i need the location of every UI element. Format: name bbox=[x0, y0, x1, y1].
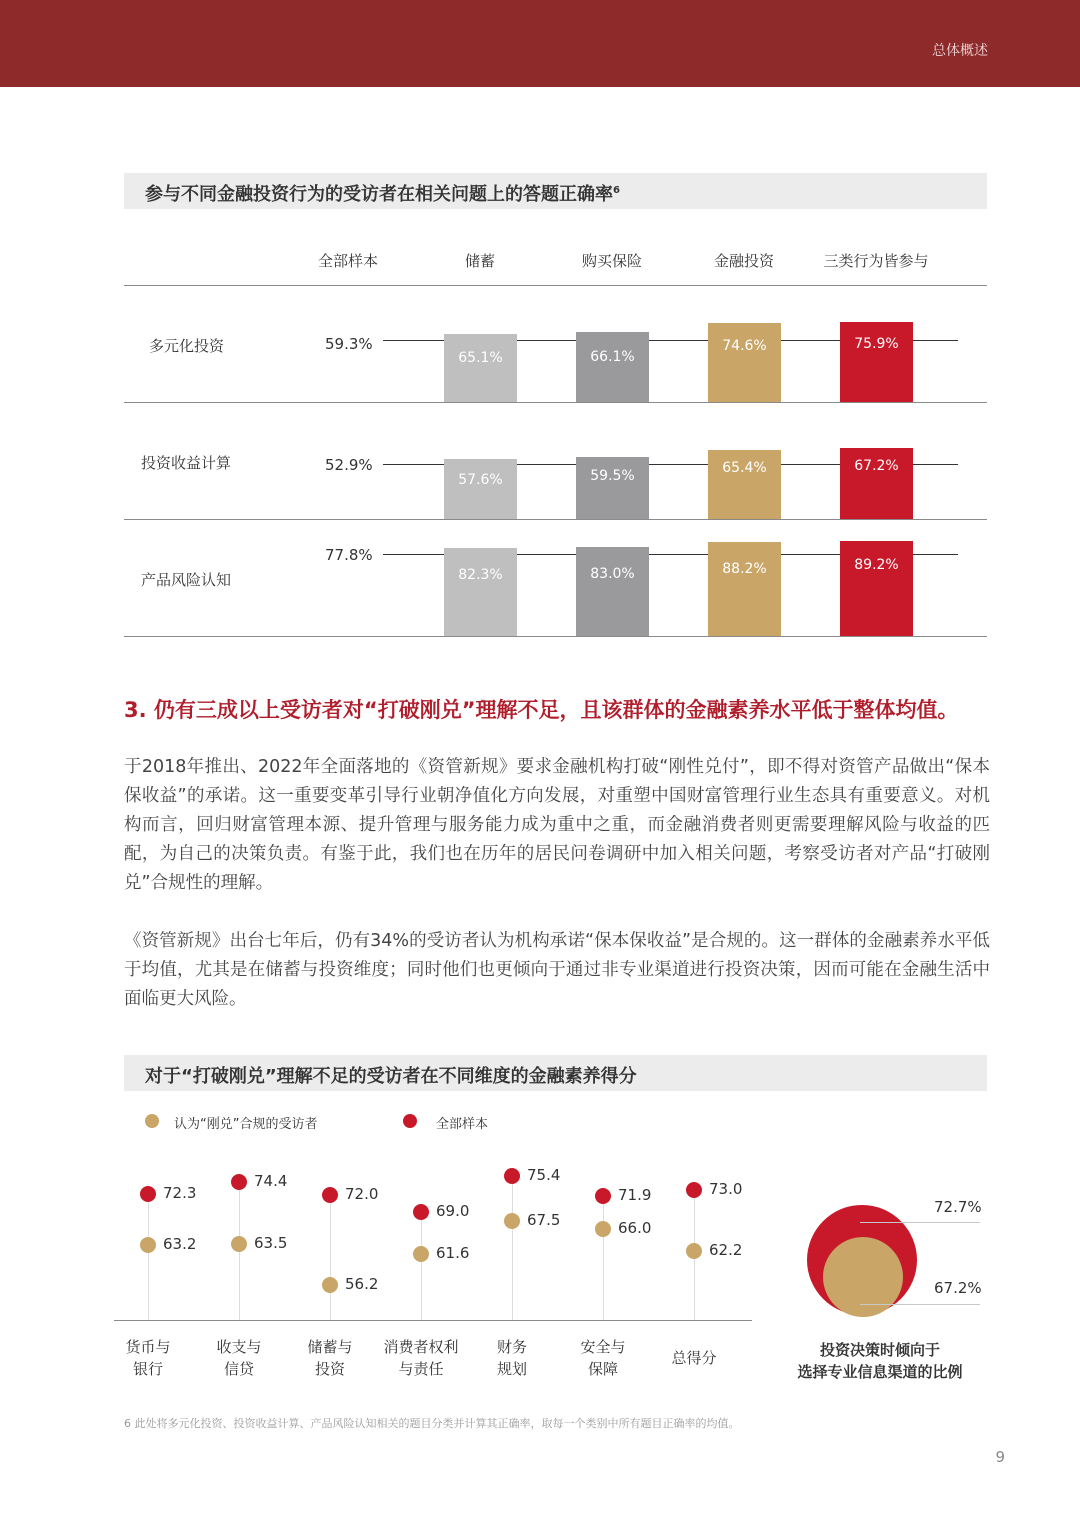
overall-value: 52.9% bbox=[325, 456, 373, 474]
lollipop-stem bbox=[148, 1194, 149, 1320]
bar-value: 89.2% bbox=[854, 557, 899, 573]
lollipop-dot-all-sample bbox=[595, 1188, 611, 1204]
bar-savings-return-calc bbox=[444, 459, 517, 519]
lollipop-value-all-sample: 72.0 bbox=[345, 1185, 379, 1204]
bar-value: 67.2% bbox=[854, 458, 899, 474]
overall-value: 77.8% bbox=[325, 546, 373, 564]
row-divider bbox=[124, 402, 987, 403]
bar-value: 65.1% bbox=[458, 350, 503, 366]
lollipop-value-all-sample: 73.0 bbox=[709, 1179, 743, 1198]
lollipop-value-all-sample: 72.3 bbox=[163, 1183, 197, 1202]
lollipop-dot-all-sample bbox=[686, 1182, 702, 1198]
lollipop-stem bbox=[421, 1212, 422, 1320]
column-header-savings: 储蓄 bbox=[464, 252, 496, 270]
lollipop-category-label: 财务 规划 bbox=[496, 1338, 527, 1378]
lollipop-stem bbox=[512, 1176, 513, 1320]
bar-value: 59.5% bbox=[590, 468, 635, 484]
bar-value: 83.0% bbox=[590, 566, 635, 582]
lollipop-value-all-sample: 71.9 bbox=[618, 1185, 652, 1204]
circle-caption-line1: 投资决策时倾向于 bbox=[819, 1341, 940, 1359]
bar-insurance-risk-awareness bbox=[576, 547, 649, 636]
circle-gang-dui-group bbox=[823, 1237, 903, 1317]
lollipop-value-gang-dui-group: 63.2 bbox=[163, 1235, 197, 1254]
bar-value: 75.9% bbox=[854, 336, 899, 352]
lollipop-dot-gang-dui-group bbox=[322, 1277, 338, 1293]
legend-gold-label: 认为“刚兑”合规的受访者 bbox=[174, 1117, 318, 1132]
lollipop-value-gang-dui-group: 62.2 bbox=[709, 1240, 743, 1259]
lollipop-value-all-sample: 74.4 bbox=[254, 1171, 288, 1190]
lollipop-dot-all-sample bbox=[231, 1174, 247, 1190]
lollipop-dot-all-sample bbox=[140, 1186, 156, 1202]
circle-leader-line bbox=[860, 1222, 980, 1223]
lollipop-dot-all-sample bbox=[413, 1204, 429, 1220]
bar-insurance-diversification bbox=[576, 332, 649, 402]
row-label-risk-awareness: 产品风险认知 bbox=[141, 571, 232, 589]
legend-red-dot bbox=[403, 1114, 417, 1128]
column-header-all-three: 三类行为皆参与 bbox=[823, 252, 929, 270]
bar-investment-risk-awareness bbox=[708, 542, 781, 636]
bar-value: 57.6% bbox=[458, 472, 503, 488]
column-header-insurance: 购买保险 bbox=[581, 252, 643, 270]
lollipop-value-gang-dui-group: 56.2 bbox=[345, 1274, 379, 1293]
lollipop-category-label: 货币与 银行 bbox=[125, 1338, 171, 1378]
lollipop-dot-gang-dui-group bbox=[686, 1243, 702, 1259]
bar-savings-diversification bbox=[444, 334, 517, 402]
row-label-return-calc: 投资收益计算 bbox=[141, 454, 232, 472]
lollipop-dot-gang-dui-group bbox=[231, 1236, 247, 1252]
paragraph-2: 《资管新规》出台七年后，仍有34%的受访者认为机构承诺“保本保收益”是合规的。这一群体的金融素养水平低于均值，尤其是在储蓄与投资维度；同时他们也更倾向于通过非专业渠道进行投资决策，因而可能在金融生活中面临更大风险。 bbox=[124, 931, 990, 1009]
table-chart-title bbox=[145, 180, 620, 206]
bar-allthree-risk-awareness bbox=[840, 541, 913, 636]
lollipop-stem bbox=[694, 1190, 695, 1320]
section-title: 总体概述 bbox=[932, 43, 988, 59]
lollipop-value-gang-dui-group: 67.5 bbox=[527, 1210, 561, 1229]
table-bottom-rule bbox=[124, 636, 987, 637]
paragraph-1: 于2018年推出、2022年全面落地的《资管新规》要求金融机构打破“刚性兑付”，即不得对资管产品做出“保本保收益”的承诺。这一重要变革引导行业朝净值化方向发展，对重塑中国财富管理行业生态具有重要意义。对机构而言，回归财富管理本源、提升管理与服务能力成为重中之重，而金融消费者则更需要理解风险与收益的匹配，为自己的决策负责。有鉴于此，我们也在历年的居民问卷调研中加入相关问题，考察受访者对产品“打破刚兑”合规性的理解。 bbox=[124, 757, 990, 893]
column-header-investment: 金融投资 bbox=[713, 252, 775, 270]
lollipop-value-gang-dui-group: 63.5 bbox=[254, 1233, 288, 1252]
row-label-diversification: 多元化投资 bbox=[149, 337, 225, 355]
lollipop-value-all-sample: 69.0 bbox=[436, 1202, 470, 1221]
bar-allthree-diversification bbox=[840, 322, 913, 402]
lollipop-category-label: 安全与 保障 bbox=[580, 1338, 626, 1378]
circle-caption bbox=[780, 1339, 980, 1383]
lollipop-dot-gang-dui-group bbox=[504, 1213, 520, 1229]
page-number: 9 bbox=[995, 1448, 1005, 1466]
lollipop-chart-title: 对于“打破刚兑”理解不足的受访者在不同维度的金融素养得分 bbox=[145, 1066, 637, 1087]
column-header-all: 全部样本 bbox=[317, 252, 379, 270]
bar-value: 66.1% bbox=[590, 349, 635, 365]
bar-value: 82.3% bbox=[458, 567, 503, 583]
lollipop-category-label: 储蓄与 投资 bbox=[307, 1338, 353, 1378]
header-band bbox=[0, 0, 1080, 87]
circle-caption-line2: 选择专业信息渠道的比例 bbox=[797, 1363, 963, 1381]
bar-value: 88.2% bbox=[722, 561, 767, 577]
lollipop-dot-gang-dui-group bbox=[595, 1221, 611, 1237]
row-divider bbox=[124, 519, 987, 520]
lollipop-dot-all-sample bbox=[504, 1168, 520, 1184]
lollipop-dot-gang-dui-group bbox=[413, 1246, 429, 1262]
section-heading: 3. 仍有三成以上受访者对“打破刚兑”理解不足，且该群体的金融素养水平低于整体均值。 bbox=[124, 698, 959, 722]
bar-insurance-return-calc bbox=[576, 457, 649, 519]
circle-value-all: 72.7% bbox=[934, 1198, 982, 1216]
bar-savings-risk-awareness bbox=[444, 548, 517, 636]
lollipop-dot-gang-dui-group bbox=[140, 1237, 156, 1253]
bar-value: 65.4% bbox=[722, 460, 767, 476]
circle-leader-line bbox=[860, 1304, 980, 1305]
lollipop-stem bbox=[239, 1182, 240, 1320]
lollipop-value-all-sample: 75.4 bbox=[527, 1166, 561, 1185]
lollipop-category-label: 总得分 bbox=[671, 1349, 717, 1367]
circle-value-group: 67.2% bbox=[934, 1279, 982, 1297]
table-top-rule bbox=[124, 285, 987, 286]
bar-value: 74.6% bbox=[722, 338, 767, 354]
footnote: 6 此处将多元化投资、投资收益计算、产品风险认知相关的题目分类并计算其正确率，取每一个类别中所有题目正确率的均值。 bbox=[124, 1417, 740, 1430]
bar-investment-diversification bbox=[708, 323, 781, 402]
lollipop-category-label: 收支与 信贷 bbox=[216, 1338, 262, 1378]
lollipop-baseline bbox=[114, 1320, 752, 1321]
lollipop-value-gang-dui-group: 66.0 bbox=[618, 1219, 652, 1238]
table-chart-title-text: 参与不同金融投资行为的受访者在相关问题上的答题正确率 bbox=[145, 184, 613, 205]
legend-red-label: 全部样本 bbox=[436, 1117, 489, 1132]
lollipop-category-label: 消费者权利 与责任 bbox=[383, 1338, 459, 1378]
footnote-ref: 6 bbox=[613, 185, 620, 196]
lollipop-stem bbox=[603, 1196, 604, 1320]
lollipop-value-gang-dui-group: 61.6 bbox=[436, 1244, 470, 1263]
lollipop-stem bbox=[330, 1195, 331, 1320]
lollipop-dot-all-sample bbox=[322, 1187, 338, 1203]
legend-gold-dot bbox=[145, 1114, 159, 1128]
overall-value: 59.3% bbox=[325, 335, 373, 353]
